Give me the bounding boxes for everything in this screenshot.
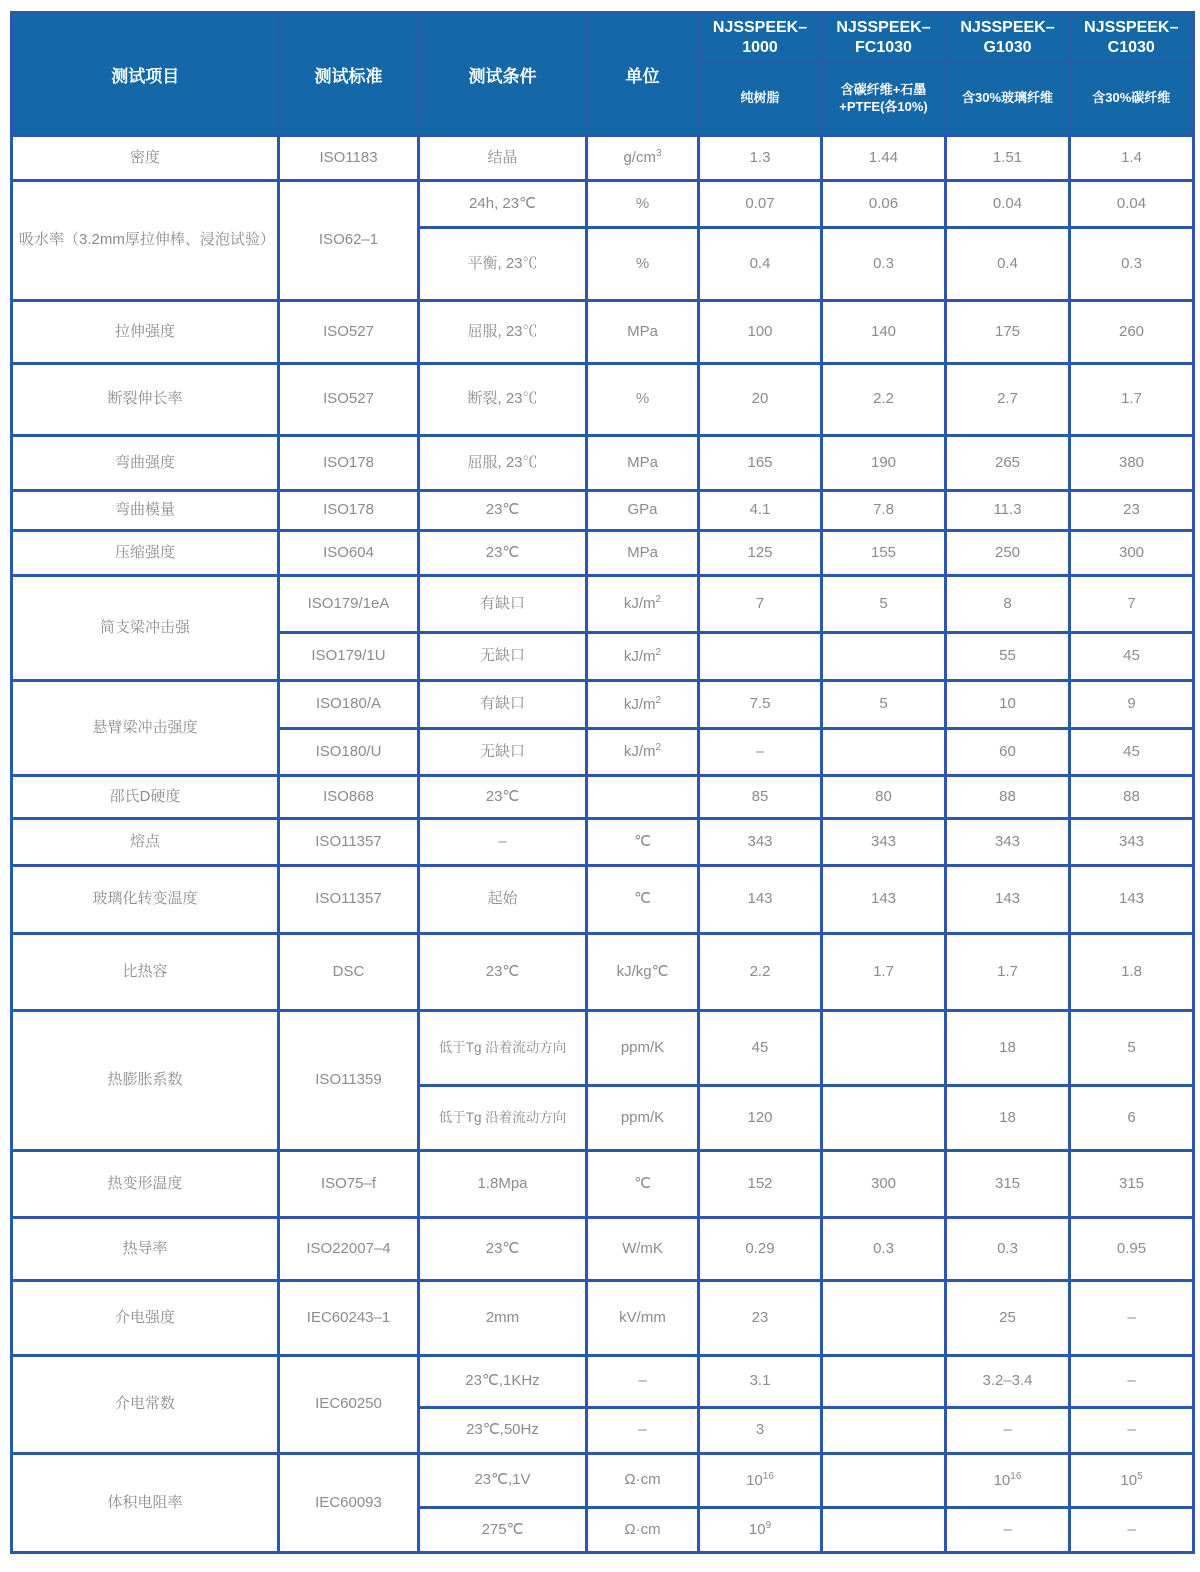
- row-condition-cell: 平衡, 23℃: [419, 228, 587, 301]
- table-row: [12, 301, 1194, 364]
- value-cell: 300: [1070, 531, 1194, 576]
- row-standard-cell: IEC60093: [279, 1454, 419, 1553]
- value-cell: [822, 1408, 946, 1454]
- table-row: [12, 1356, 1194, 1408]
- row-unit-cell: Ω·cm: [587, 1508, 699, 1553]
- row-unit-cell: MPa: [587, 301, 699, 364]
- row-condition-cell: 1.8Mpa: [419, 1151, 587, 1218]
- row-standard-cell: ISO179/1U: [279, 633, 419, 681]
- row-standard-cell: ISO1183: [279, 136, 419, 181]
- superscript: 2: [655, 646, 662, 658]
- row-standard-cell: DSC: [279, 934, 419, 1011]
- value-cell: 1.7: [946, 934, 1070, 1011]
- value-cell: 45: [1070, 729, 1194, 776]
- value-cell: 190: [822, 436, 946, 491]
- value-cell: [822, 1508, 946, 1553]
- row-standard-cell: ISO11357: [279, 866, 419, 934]
- value-cell: [822, 729, 946, 776]
- row-item-cell: 弯曲强度: [12, 436, 279, 491]
- row-condition-cell: 有缺口: [419, 681, 587, 729]
- row-unit-cell: $kJ/m^2$: [587, 681, 699, 729]
- value-cell: 11.3: [946, 491, 1070, 531]
- row-condition-cell: 23℃,1V: [419, 1454, 587, 1508]
- column-header-product-name-fc1030: NJSSPEEK–FC1030: [822, 13, 946, 63]
- superscript: 2: [655, 694, 662, 706]
- row-condition-cell: –: [419, 819, 587, 866]
- value-cell: [822, 633, 946, 681]
- row-condition-cell: 24h, 23℃: [419, 181, 587, 228]
- value-cell: 25: [946, 1281, 1070, 1356]
- value-cell: 0.95: [1070, 1218, 1194, 1281]
- row-unit-cell: $g/cm^3$: [587, 136, 699, 181]
- value-cell: 120: [699, 1086, 822, 1151]
- value-cell: –: [699, 729, 822, 776]
- value-cell: 55: [946, 633, 1070, 681]
- row-standard-cell: ISO62–1: [279, 181, 419, 301]
- column-header-product-name-1000: NJSSPEEK–1000: [699, 13, 822, 63]
- superscript: 2: [655, 594, 662, 606]
- row-standard-cell: ISO180/A: [279, 681, 419, 729]
- row-condition-cell: 无缺口: [419, 729, 587, 776]
- row-condition-cell: 23℃: [419, 776, 587, 819]
- value-cell: 0.04: [946, 181, 1070, 228]
- row-condition-cell: 23℃: [419, 934, 587, 1011]
- value-cell: 0.06: [822, 181, 946, 228]
- row-standard-cell: ISO868: [279, 776, 419, 819]
- row-standard-cell: IEC60250: [279, 1356, 419, 1454]
- row-standard-cell: ISO180/U: [279, 729, 419, 776]
- material-properties-table: [10, 11, 1195, 1554]
- row-condition-cell: 275℃: [419, 1508, 587, 1553]
- row-condition-cell: 低于Tg 沿着流动方向: [419, 1011, 587, 1086]
- superscript: 2: [655, 742, 662, 754]
- row-item-cell: 介电强度: [12, 1281, 279, 1356]
- value-cell: 143: [822, 866, 946, 934]
- table-row: [12, 1281, 1194, 1356]
- value-cell: 0.29: [699, 1218, 822, 1281]
- superscript: 16: [1010, 1470, 1022, 1482]
- value-cell: 3.1: [699, 1356, 822, 1408]
- row-item-cell: 体积电阻率: [12, 1454, 279, 1553]
- table-row: [12, 136, 1194, 181]
- value-cell: 125: [699, 531, 822, 576]
- properties-table-container: [10, 11, 1195, 1554]
- value-cell: 380: [1070, 436, 1194, 491]
- row-unit-cell: GPa: [587, 491, 699, 531]
- value-cell: 315: [1070, 1151, 1194, 1218]
- value-cell: –: [946, 1408, 1070, 1454]
- value-cell: 343: [699, 819, 822, 866]
- table-row: [12, 819, 1194, 866]
- row-unit-cell: –: [587, 1356, 699, 1408]
- row-item-cell: 简支梁冲击强: [12, 576, 279, 681]
- table-row: [12, 776, 1194, 819]
- table-row: [12, 681, 1194, 729]
- value-cell: 1.7: [1070, 364, 1194, 436]
- value-cell: 1.3: [699, 136, 822, 181]
- row-unit-cell: –: [587, 1408, 699, 1454]
- table-row: [12, 866, 1194, 934]
- value-cell: 265: [946, 436, 1070, 491]
- row-item-cell: 压缩强度: [12, 531, 279, 576]
- table-row: [12, 531, 1194, 576]
- row-unit-cell: $kJ/m^2$: [587, 633, 699, 681]
- value-cell: 143: [1070, 866, 1194, 934]
- row-item-cell: 断裂伸长率: [12, 364, 279, 436]
- value-cell: [699, 633, 822, 681]
- value-cell: 10: [946, 681, 1070, 729]
- value-cell: 0.3: [946, 1218, 1070, 1281]
- table-row: [12, 576, 1194, 633]
- column-header-product-desc-fc1030: 含碳纤维+石墨+PTFE(各10%): [822, 63, 946, 136]
- value-cell: 7.8: [822, 491, 946, 531]
- row-condition-cell: 2mm: [419, 1281, 587, 1356]
- row-standard-cell: ISO75–f: [279, 1151, 419, 1218]
- row-standard-cell: ISO178: [279, 436, 419, 491]
- superscript: 9: [765, 1520, 772, 1532]
- row-item-cell: 吸水率（3.2mm厚拉伸棒、浸泡试验）: [12, 181, 279, 301]
- row-item-cell: 弯曲模量: [12, 491, 279, 531]
- value-cell: 1.51: [946, 136, 1070, 181]
- superscript: 3: [655, 148, 662, 160]
- row-unit-cell: %: [587, 228, 699, 301]
- row-unit-cell: $kJ/m^2$: [587, 729, 699, 776]
- value-cell: $10^5$: [1070, 1454, 1194, 1508]
- value-cell: 23: [699, 1281, 822, 1356]
- superscript: 5: [1137, 1470, 1143, 1482]
- row-condition-cell: 23℃,1KHz: [419, 1356, 587, 1408]
- row-unit-cell: W/mK: [587, 1218, 699, 1281]
- value-cell: 165: [699, 436, 822, 491]
- value-cell: 5: [822, 576, 946, 633]
- value-cell: 23: [1070, 491, 1194, 531]
- value-cell: 0.07: [699, 181, 822, 228]
- value-cell: –: [1070, 1408, 1194, 1454]
- value-cell: 300: [822, 1151, 946, 1218]
- value-cell: [822, 1281, 946, 1356]
- row-item-cell: 热变形温度: [12, 1151, 279, 1218]
- value-cell: 7.5: [699, 681, 822, 729]
- value-cell: 7: [699, 576, 822, 633]
- row-condition-cell: 23℃,50Hz: [419, 1408, 587, 1454]
- row-unit-cell: MPa: [587, 436, 699, 491]
- row-unit-cell: ℃: [587, 866, 699, 934]
- column-header-test-condition: 测试条件: [419, 13, 587, 136]
- value-cell: 175: [946, 301, 1070, 364]
- value-cell: 0.4: [699, 228, 822, 301]
- value-cell: 140: [822, 301, 946, 364]
- table-row: [12, 181, 1194, 228]
- value-cell: –: [946, 1508, 1070, 1553]
- value-cell: 2.7: [946, 364, 1070, 436]
- header-row-product-names: [12, 13, 1194, 63]
- row-unit-cell: ppm/K: [587, 1011, 699, 1086]
- value-cell: 6: [1070, 1086, 1194, 1151]
- value-cell: 1.8: [1070, 934, 1194, 1011]
- row-item-cell: 热导率: [12, 1218, 279, 1281]
- row-item-cell: 悬臂梁冲击强度: [12, 681, 279, 776]
- value-cell: $10^{16}$: [946, 1454, 1070, 1508]
- row-standard-cell: IEC60243–1: [279, 1281, 419, 1356]
- table-row: [12, 491, 1194, 531]
- value-cell: 88: [1070, 776, 1194, 819]
- row-unit-cell: Ω·cm: [587, 1454, 699, 1508]
- row-unit-cell: kJ/kg℃: [587, 934, 699, 1011]
- table-header: [12, 13, 1194, 136]
- value-cell: 2.2: [699, 934, 822, 1011]
- row-condition-cell: 无缺口: [419, 633, 587, 681]
- value-cell: 3.2–3.4: [946, 1356, 1070, 1408]
- superscript: 16: [762, 1470, 774, 1482]
- value-cell: 260: [1070, 301, 1194, 364]
- row-unit-cell: kV/mm: [587, 1281, 699, 1356]
- value-cell: [822, 1011, 946, 1086]
- value-cell: 0.3: [822, 1218, 946, 1281]
- table-row: [12, 364, 1194, 436]
- value-cell: $10^{16}$: [699, 1454, 822, 1508]
- value-cell: 1.44: [822, 136, 946, 181]
- row-unit-cell: $kJ/m^2$: [587, 576, 699, 633]
- row-standard-cell: ISO178: [279, 491, 419, 531]
- value-cell: 1.4: [1070, 136, 1194, 181]
- row-condition-cell: 23℃: [419, 531, 587, 576]
- value-cell: 2.2: [822, 364, 946, 436]
- row-condition-cell: 低于Tg 沿着流动方向: [419, 1086, 587, 1151]
- row-unit-cell: ℃: [587, 819, 699, 866]
- row-condition-cell: 23℃: [419, 1218, 587, 1281]
- row-unit-cell: [587, 776, 699, 819]
- value-cell: 0.4: [946, 228, 1070, 301]
- row-standard-cell: ISO179/1eA: [279, 576, 419, 633]
- value-cell: 5: [1070, 1011, 1194, 1086]
- value-cell: 88: [946, 776, 1070, 819]
- row-item-cell: 玻璃化转变温度: [12, 866, 279, 934]
- value-cell: 4.1: [699, 491, 822, 531]
- value-cell: 143: [699, 866, 822, 934]
- table-row: [12, 1218, 1194, 1281]
- row-unit-cell: ppm/K: [587, 1086, 699, 1151]
- value-cell: 80: [822, 776, 946, 819]
- row-condition-cell: 断裂, 23℃: [419, 364, 587, 436]
- column-header-product-name-c1030: NJSSPEEK–C1030: [1070, 13, 1194, 63]
- row-condition-cell: 屈服, 23℃: [419, 436, 587, 491]
- row-item-cell: 拉伸强度: [12, 301, 279, 364]
- column-header-product-desc-c1030: 含30%碳纤维: [1070, 63, 1194, 136]
- value-cell: –: [1070, 1281, 1194, 1356]
- row-item-cell: 介电常数: [12, 1356, 279, 1454]
- row-item-cell: 比热容: [12, 934, 279, 1011]
- value-cell: 250: [946, 531, 1070, 576]
- row-standard-cell: ISO604: [279, 531, 419, 576]
- column-header-product-desc-g1030: 含30%玻璃纤维: [946, 63, 1070, 136]
- column-header-product-name-g1030: NJSSPEEK–G1030: [946, 13, 1070, 63]
- row-condition-cell: 结晶: [419, 136, 587, 181]
- value-cell: 7: [1070, 576, 1194, 633]
- row-item-cell: 熔点: [12, 819, 279, 866]
- value-cell: –: [1070, 1356, 1194, 1408]
- value-cell: 60: [946, 729, 1070, 776]
- row-standard-cell: ISO11359: [279, 1011, 419, 1151]
- column-header-test-standard: 测试标准: [279, 13, 419, 136]
- value-cell: 18: [946, 1011, 1070, 1086]
- row-item-cell: 密度: [12, 136, 279, 181]
- value-cell: 20: [699, 364, 822, 436]
- value-cell: $10^9$: [699, 1508, 822, 1553]
- table-row: [12, 934, 1194, 1011]
- value-cell: 45: [1070, 633, 1194, 681]
- value-cell: 0.04: [1070, 181, 1194, 228]
- value-cell: [822, 1454, 946, 1508]
- row-standard-cell: ISO22007–4: [279, 1218, 419, 1281]
- row-condition-cell: 23℃: [419, 491, 587, 531]
- value-cell: [822, 1356, 946, 1408]
- value-cell: 9: [1070, 681, 1194, 729]
- value-cell: 0.3: [1070, 228, 1194, 301]
- row-item-cell: 邵氏D硬度: [12, 776, 279, 819]
- value-cell: 315: [946, 1151, 1070, 1218]
- table-row: [12, 1454, 1194, 1508]
- value-cell: 152: [699, 1151, 822, 1218]
- value-cell: 343: [946, 819, 1070, 866]
- table-body: [12, 136, 1194, 1553]
- column-header-unit: 单位: [587, 13, 699, 136]
- column-header-test-item: 测试项目: [12, 13, 279, 136]
- row-standard-cell: ISO527: [279, 364, 419, 436]
- column-header-product-desc-1000: 纯树脂: [699, 63, 822, 136]
- value-cell: 0.3: [822, 228, 946, 301]
- table-row: [12, 436, 1194, 491]
- value-cell: 45: [699, 1011, 822, 1086]
- value-cell: 143: [946, 866, 1070, 934]
- value-cell: 100: [699, 301, 822, 364]
- value-cell: –: [1070, 1508, 1194, 1553]
- value-cell: 8: [946, 576, 1070, 633]
- value-cell: 1.7: [822, 934, 946, 1011]
- row-unit-cell: ℃: [587, 1151, 699, 1218]
- row-unit-cell: MPa: [587, 531, 699, 576]
- row-condition-cell: 起始: [419, 866, 587, 934]
- value-cell: 155: [822, 531, 946, 576]
- row-condition-cell: 有缺口: [419, 576, 587, 633]
- table-row: [12, 1011, 1194, 1086]
- table-row: [12, 1151, 1194, 1218]
- value-cell: 3: [699, 1408, 822, 1454]
- row-condition-cell: 屈服, 23℃: [419, 301, 587, 364]
- row-unit-cell: %: [587, 364, 699, 436]
- row-standard-cell: ISO11357: [279, 819, 419, 866]
- value-cell: 343: [1070, 819, 1194, 866]
- row-standard-cell: ISO527: [279, 301, 419, 364]
- row-item-cell: 热膨胀系数: [12, 1011, 279, 1151]
- value-cell: 85: [699, 776, 822, 819]
- row-unit-cell: %: [587, 181, 699, 228]
- value-cell: 5: [822, 681, 946, 729]
- value-cell: 18: [946, 1086, 1070, 1151]
- value-cell: 343: [822, 819, 946, 866]
- value-cell: [822, 1086, 946, 1151]
